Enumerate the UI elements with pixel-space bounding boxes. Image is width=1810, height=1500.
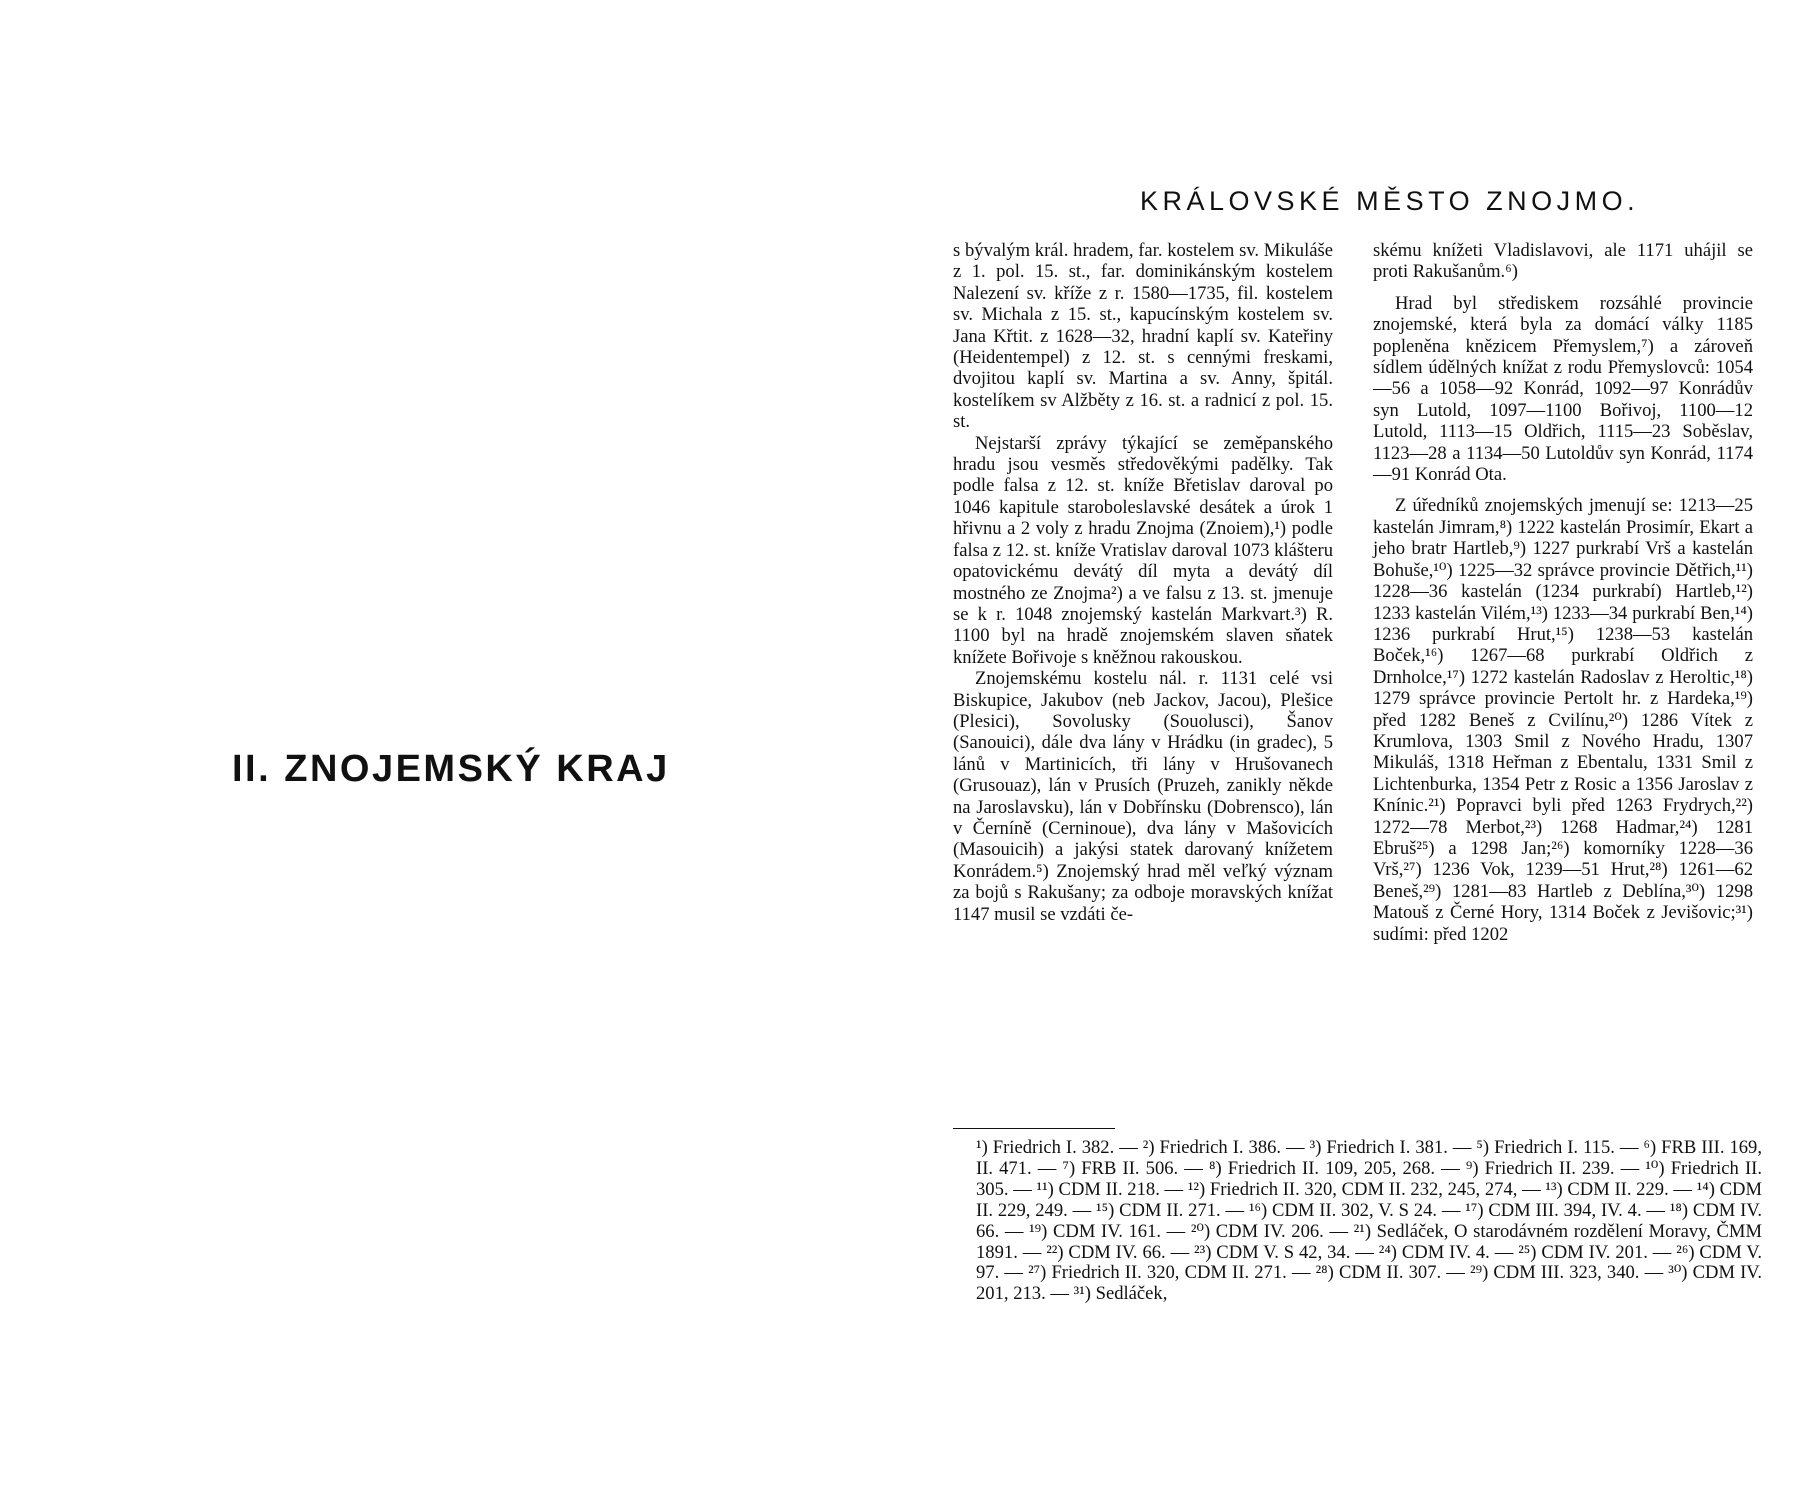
paragraph: skému knížeti Vladislavovi, ale 1171 uhájil se proti Rakušanům.⁶) [1373, 240, 1753, 283]
section-heading: II. ZNOJEMSKÝ KRAJ [232, 748, 670, 790]
text-column-left [953, 240, 1333, 925]
paragraph: Z úředníků znojemských jmenují se: 1213—25 kastelán Jimram,⁸) 1222 kastelán Prosimír, Ekart a jeho bratr Hartleb,⁹) 1227 purkrabí Vrš a kastelán Bohuše,¹⁰) 1225—32 správce provincie Dětřich,¹¹) 1228—36 kastelán (1234 purkrabí) Hartleb,¹²) 1233 kastelán Vilém,¹³) 1233—34 purkrabí Ben,¹⁴) 1236 purkrabí Hrut,¹⁵) 1238—53 kastelán Boček,¹⁶) 1267—68 purkrabí Oldřich z Drnholce,¹⁷) 1272 kastelán Radoslav z Heroltic,¹⁸) 1279 správce provincie Pertolt hr. z Hardeka,¹⁹) před 1282 Beneš z Cvilínu,²⁰) 1286 Vítek z Krumlova, 1303 Smil z Nového Hradu, 1307 Mikuláš, 1318 Heřman z Ebentalu, 1331 Smil z Lichtenburka, 1354 Petr z Rosic a 1356 Jaroslav z Knínic.²¹) Popravci byli před 1263 Frydrych,²²) 1272—78 Merbot,²³) 1268 Hadmar,²⁴) 1281 Ebruš²⁵) a 1298 Jan;²⁶) komorníky 1228—36 Vrš,²⁷) 1236 Vok, 1239—51 Hrut,²⁸) 1261—62 Beneš,²⁹) 1281—83 Hartleb z Deblína,³⁰) 1298 Matouš z Černé Hory, 1314 Boček z Jevišovic;³¹) sudími: před 1202 [1373, 495, 1753, 945]
running-title: KRÁLOVSKÉ MĚSTO ZNOJMO. [1140, 186, 1640, 216]
paragraph: Nejstarší zprávy týkající se zeměpanského hradu jsou vesměs středověkými padělky. Tak podle falsa z 12. st. kníže Břetislav daroval po 1046 kapitule staroboleslavské desátek a úrok 1 hřivnu a 2 voly z hradu Znojma (Znoiem),¹) podle falsa z 12. st. kníže Vratislav daroval 1073 klášteru opatovickému devátý díl myta a devátý díl mostného ze Znojma²) a ve falsu z 13. st. jmenuje se k r. 1048 znojemský kastelán Markvart.³) R. 1100 byl na hradě znojemském slaven sňatek knížete Bořivoje s kněžnou rakouskou. [953, 432, 1333, 668]
footnotes [976, 1138, 1762, 1305]
paragraph: s bývalým král. hradem, far. kostelem sv. Mikuláše z 1. pol. 15. st., far. dominikánským kostelem Nalezení sv. kříže z r. 1580—1735, fil. kostelem sv. Michala z 15. st., kapucínským kostelem sv. Jana Křtit. z 1628—32, hradní kaplí sv. Kateřiny (Heidentempel) z 12. st. s cennými freskami, dvojitou kaplí sv. Martina a sv. Anny, špitál. kostelíkem sv Alžběty z 16. st. a radnicí z pol. 15. st. [953, 240, 1333, 433]
paragraph: Hrad byl střediskem rozsáhlé provincie znojemské, která byla za domácí války 1185 popleněna knězicem Přemyslem,⁷) a zároveň sídlem údělných knížat z rodu Přemyslovců: 1054—56 a 1058—92 Konrád, 1092—97 Konrádův syn Lutold, 1097—1100 Bořivoj, 1100—12 Lutold, 1113—15 Oldřich, 1115—23 Soběslav, 1123—28 a 1134—50 Lutoldův syn Konrád, 1174—91 Konrád Ota. [1373, 292, 1753, 486]
footnote-divider [953, 1128, 1115, 1129]
footnote-text: ¹) Friedrich I. 382. — ²) Friedrich I. 386. — ³) Friedrich I. 381. — ⁵) Friedrich I. 115. — ⁶) FRB III. 169, II. 471. — ⁷) FRB II. 506. — ⁸) Friedrich II. 109, 205, 268. — ⁹) Friedrich II. 239. — ¹⁰) Friedrich II. 305. — ¹¹) CDM II. 218. — ¹²) Friedrich II. 320, CDM II. 232, 245, 274, — ¹³) CDM II. 229. — ¹⁴) CDM II. 229, 249. — ¹⁵) CDM II. 271. — ¹⁶) CDM II. 302, V. S 24. — ¹⁷) CDM III. 394, IV. 4. — ¹⁸) CDM IV. 66. — ¹⁹) CDM IV. 161. — ²⁰) CDM IV. 206. — ²¹) Sedláček, O starodávném rozdělení Moravy, ČMM 1891. — ²²) CDM IV. 66. — ²³) CDM V. S 42, 34. — ²⁴) CDM IV. 4. — ²⁵) CDM IV. 201. — ²⁶) CDM V. 97. — ²⁷) Friedrich II. 320, CDM II. 271. — ²⁸) CDM II. 307. — ²⁹) CDM III. 323, 340. — ³⁰) CDM IV. 201, 213. — ³¹) Sedláček, [976, 1137, 1762, 1305]
paragraph: Znojemskému kostelu nál. r. 1131 celé vsi Biskupice, Jakubov (neb Jackov, Jacou), Plešice (Plesici), Sovolusky (Souolusci), Šanov (Sanouici), dále dva lány v Hrádku (in gradec), 5 lánů v Martinicích, tři lány v Hrušovanech (Grusouaz), lán v Prusích (Pruzeh, zanikly někde na Jaroslavsku), lán v Dobřínsku (Dobrensco), lán v Černíně (Cerninoue), dva lány v Mašovicích (Masouicih) a jakýsi statek darovaný knížetem Konrádem.⁵) Znojemský hrad měl veľký význam za bojů s Rakušany; za odboje moravských knížat 1147 musil se vzdáti če- [953, 668, 1333, 925]
text-column-right [1373, 240, 1753, 945]
